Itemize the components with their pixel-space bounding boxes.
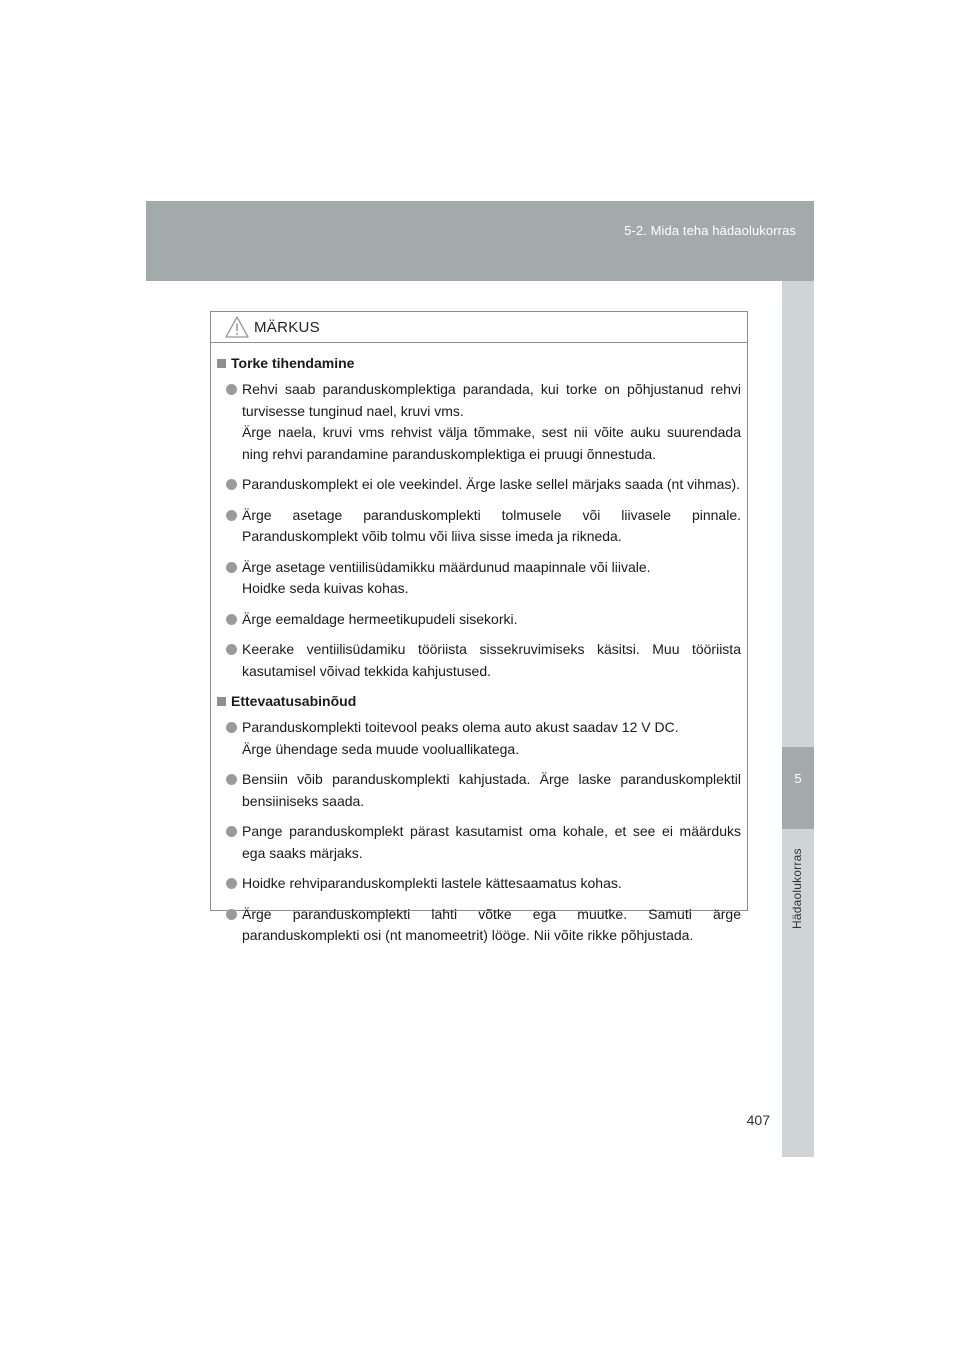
round-bullet-icon [226,614,237,625]
section-heading-text: Torke tihendamine [231,355,355,371]
list-item [217,639,741,682]
list-item-text: Ärge paranduskomplekti lahti võtke ega muutke. Samuti ärge paranduskomplekti osi (nt manomeetrit) lööge. Nii võite rikke põhjustada. [242,905,741,943]
round-bullet-icon [226,644,237,655]
list-item-text: Ärge eemaldage hermeetikupudeli sisekorki. [242,610,518,627]
list-item-text: Bensiin võib paranduskomplekti kahjustada. Ärge laske paranduskomplektil bensiiniseks saada. [242,771,741,809]
list-item [217,557,741,600]
notice-body [211,343,747,947]
square-bullet-icon [217,697,226,706]
list-item [217,609,741,631]
list-item [217,717,741,760]
list-item [217,904,741,947]
round-bullet-icon [226,562,237,573]
list-item [217,474,741,496]
chapter-title-text: Hädaolukorras [790,848,804,929]
notice-section [217,691,741,947]
list-item-text: Paranduskomplekt ei ole veekindel. Ärge laske sellel märjaks saada (nt vihmas). [242,476,741,492]
list-item-text: Hoidke rehviparanduskomplekti lastele kättesaamatus kohas. [242,875,622,891]
section-heading [217,353,741,373]
round-bullet-icon [226,722,237,733]
section-title: 5-2. Mida teha hädaolukorras [624,223,796,238]
list-item-text: Ärge asetage paranduskomplekti tolmusele või liivasele pinnale. Paranduskomplekt võib tolmu või liiva sisse imeda ja rikneda. [242,506,741,544]
list-item [217,821,741,864]
list-item-text: Ärge ühendage seda muude vooluallikatega. [242,740,520,757]
side-strip [782,281,814,1157]
chapter-title [782,829,814,949]
notice-title: MÄRKUS [254,319,320,336]
list-item-text: Ärge naela, kruvi vms rehvist välja tõmmake, sest nii võite auku suurendada ning rehvi parandamine paranduskomplektiga ei pruugi õnnestuda. [242,424,741,462]
list-item-text: Keerake ventiilisüdamiku tööriista sissekruvimiseks käsitsi. Muu tööriista kasutamisel võivad tekkida kahjustused. [242,641,741,679]
list-item [217,769,741,812]
notice-box [210,311,748,943]
round-bullet-icon [226,774,237,785]
square-bullet-icon [217,359,226,368]
page-number: 407 [746,1112,770,1128]
list-item-text: Hoidke seda kuivas kohas. [242,580,409,596]
header-band [146,201,814,281]
round-bullet-icon [226,510,237,521]
round-bullet-icon [226,878,237,889]
round-bullet-icon [226,909,237,920]
list-item [217,379,741,465]
list-item-text: Ärge asetage ventiilisüdamikku määrdunud maapinnale või liivale. [242,558,651,575]
list-item [217,873,741,895]
list-item-text: Paranduskomplekti toitevool peaks olema auto akust saadav 12 V DC. [242,719,679,735]
list-item-text: Pange paranduskomplekt pärast kasutamist oma kohale, et see ei määrduks ega saaks märjaks. [242,823,741,861]
list-item-text: Rehvi saab paranduskomplektiga parandada, kui torke on põhjustanud rehvi turvisesse tunginud nael, kruvi vms. [242,381,741,419]
round-bullet-icon [226,384,237,395]
notice-header [211,312,747,343]
warning-triangle-icon [224,315,250,339]
chapter-tab [782,747,814,829]
chapter-number: 5 [794,771,802,786]
round-bullet-icon [226,479,237,490]
section-heading [217,691,741,711]
list-item [217,505,741,548]
section-heading-text: Ettevaatusabinõud [231,693,357,709]
notice-section [217,353,741,682]
round-bullet-icon [226,826,237,837]
